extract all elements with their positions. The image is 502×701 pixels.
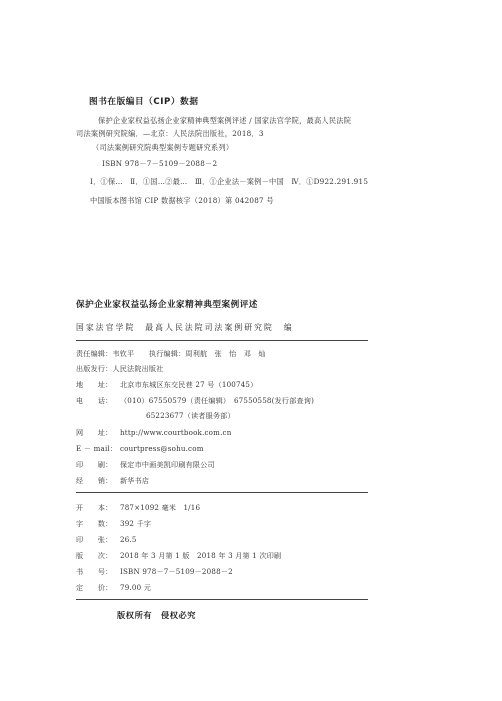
cip-line-isbn: ISBN 978－7－5109－2088－2 <box>102 159 218 168</box>
divider-middle <box>76 492 368 493</box>
spec-value: 26.5 <box>120 535 137 544</box>
pub-row-email <box>76 444 204 454</box>
spec-row-format <box>76 503 200 513</box>
cip-line-1: 保护企业家权益弘扬企业家精神典型案例评述 / 国家法官学院，最高人民法院 <box>98 116 352 125</box>
spec-row-sheets <box>76 535 137 545</box>
book-title: 保护企业家权益弘扬企业家精神典型案例评述 <box>76 300 258 310</box>
pub-row-editors <box>76 349 266 359</box>
spec-value: 79.00 元 <box>120 583 152 592</box>
cip-title: 图书在版编目（CIP）数据 <box>89 97 199 107</box>
pub-label: 经 销： <box>76 476 113 485</box>
pub-label: E － mail： <box>76 444 118 453</box>
divider-top <box>76 340 368 341</box>
cip-line-2: 司法案例研究院编．—北京：人民法院出版社，2018．3 <box>76 129 264 138</box>
book-editors: 国家法官学院 最高人民法院司法案例研究院 编 <box>76 323 294 332</box>
pub-value: 新华书店 <box>120 476 150 485</box>
pub-row-phone <box>76 396 314 406</box>
spec-label: 字 数： <box>76 519 113 528</box>
pub-row-address <box>76 380 257 390</box>
pub-value: （010）67550579（责任编辑） 67550558(发行部查询) <box>120 396 315 405</box>
pub-value: 责任编辑：韦钦平 执行编辑：周利航 张 怡 邓 灿 <box>76 349 266 358</box>
spec-row-price <box>76 583 151 593</box>
cip-line-3: （司法案例研究院典型案例专题研究系列） <box>92 143 234 152</box>
pub-label: 网 址： <box>76 428 113 437</box>
spec-label: 印 张： <box>76 535 113 544</box>
spec-value: 787×1092 毫米 1/16 <box>120 503 201 512</box>
pub-value: courtpress@sohu.com <box>120 444 204 453</box>
pub-value: 北京市东城区东交民巷 27 号（100745） <box>120 380 258 389</box>
pub-value: http://www.courtbook.com.cn <box>120 428 232 437</box>
pub-value: 出版发行：人民法院出版社 <box>76 364 164 373</box>
cip-line-classification: Ⅰ．①保… Ⅱ．①国…②最… Ⅲ．①企业法－案例－中国 Ⅳ．①D922.291.915 <box>90 177 369 186</box>
pub-label: 印 刷： <box>76 460 113 469</box>
spec-value: 2018 年 3 月第 1 版 2018 年 3 月第 1 次印刷 <box>120 551 282 560</box>
cip-line-record: 中国版本图书馆 CIP 数据核字（2018）第 042087 号 <box>90 196 274 205</box>
pub-row-phone-2 <box>76 411 235 421</box>
spec-row-isbn <box>76 567 233 577</box>
spec-label: 开 本： <box>76 503 113 512</box>
spec-value: ISBN 978－7－5109－2088－2 <box>120 567 233 576</box>
pub-row-distributor <box>76 476 149 486</box>
pub-row-printer <box>76 460 215 470</box>
pub-value: 65223677（读者服务部） <box>146 411 235 420</box>
pub-row-website <box>76 428 231 438</box>
pub-label: 地 址： <box>76 380 113 389</box>
pub-value: 保定市中画美凯印刷有限公司 <box>120 460 215 469</box>
spec-row-word-count <box>76 519 151 529</box>
pub-label: 电 话： <box>76 396 113 405</box>
spec-label: 定 价： <box>76 583 113 592</box>
divider-bottom <box>76 599 368 600</box>
pub-row-publisher <box>76 364 164 374</box>
spec-row-edition <box>76 551 281 561</box>
copyright-notice: 版权所有 侵权必究 <box>117 610 197 620</box>
spec-value: 392 千字 <box>120 519 152 528</box>
spec-label: 书 号： <box>76 567 113 576</box>
spec-label: 版 次： <box>76 551 113 560</box>
